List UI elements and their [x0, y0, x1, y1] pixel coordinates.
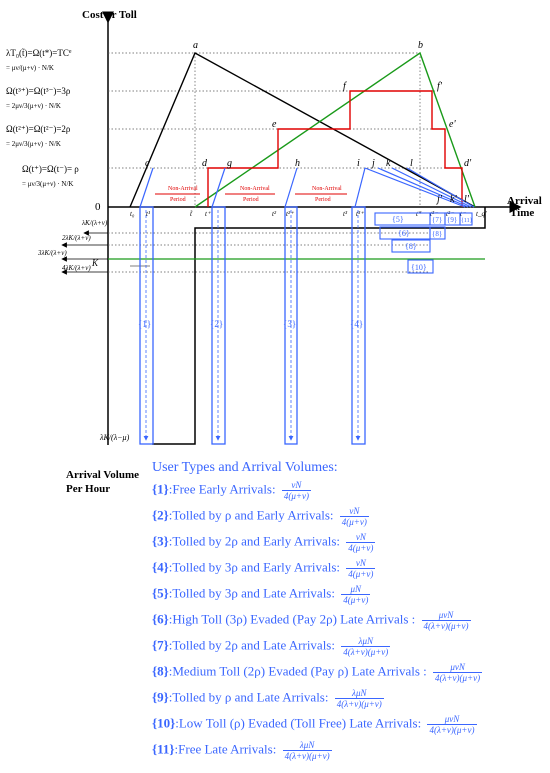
svg-text:{5}: {5}: [392, 215, 404, 224]
svg-text:{8}: {8}: [432, 230, 443, 238]
svg-text:3λK/(λ+ν): 3λK/(λ+ν): [38, 249, 67, 257]
legend-item-tag: {10}: [152, 715, 176, 731]
svg-text:{4}: {4}: [350, 319, 364, 329]
legend-item-text: :Tolled by 3ρ and Late Arrivals:: [168, 585, 339, 601]
legend-item-tag: {2}: [152, 507, 169, 523]
legend-item-fraction: $\frac{\nu N}{4(\mu+\nu)}$: [283, 480, 309, 501]
svg-text:c: c: [145, 158, 150, 169]
svg-text:t³⁻: t³⁻: [430, 210, 438, 218]
legend-item: [152, 714, 477, 735]
volume-title: Arrival Volume: [66, 469, 140, 481]
legend-item-fraction: $\frac{\nu N}{4(\mu+\nu)}$: [341, 506, 367, 527]
volume-title-2: Per Hour: [66, 483, 111, 495]
legend-item-fraction: $\frac{\text{μνN}}{4(\lambda+\nu)(\mu+\nu)}$: [423, 610, 469, 631]
svg-text:{2}: {2}: [210, 319, 224, 329]
point-labels: [145, 40, 472, 205]
legend-item-text: :Tolled by 2ρ and Late Arrivals:: [168, 637, 339, 653]
legend-title: User Types and Arrival Volumes:: [152, 460, 338, 475]
legend-item: [152, 688, 384, 709]
svg-text:e: e: [272, 119, 277, 130]
svg-text:l': l': [464, 194, 469, 205]
legend-item-text: :Low Toll (ρ) Evaded (Toll Free) Late Arrivals:: [175, 715, 425, 731]
svg-text:t_q': t_q': [476, 210, 487, 218]
svg-text:e': e': [449, 119, 456, 130]
svg-text:t³⁺: t³⁺: [356, 210, 364, 218]
svg-text:{1}: {1}: [138, 319, 152, 329]
svg-text:t²⁻: t²⁻: [446, 210, 454, 218]
svg-text:f: f: [343, 81, 346, 92]
legend-item: [152, 532, 375, 553]
legend-item-text: :Tolled by 2ρ and Early Arrivals:: [168, 533, 344, 549]
svg-text:{7}: {7}: [432, 216, 443, 224]
legend-item-tag: {8}: [152, 663, 169, 679]
legend-item-fraction: $\frac{\mu N}{4(\mu+\nu)}$: [343, 584, 369, 605]
svg-text:Ω(t³⁺)=Ω(t³⁻)=3ρ: Ω(t³⁺)=Ω(t³⁻)=3ρ: [6, 86, 71, 96]
legend-item-fraction: $\frac{\text{λμN}}{4(\lambda+\nu)(\mu+\nu)}$: [336, 688, 382, 709]
svg-text:d: d: [202, 158, 207, 169]
svg-text:Ω(t²⁺)=Ω(t²⁻)=2ρ: Ω(t²⁺)=Ω(t²⁻)=2ρ: [6, 124, 71, 134]
svg-text:t*: t*: [416, 210, 422, 218]
svg-text:Ω(t⁺)=Ω(t⁻)= ρ: Ω(t⁺)=Ω(t⁻)= ρ: [22, 164, 79, 174]
svg-text:{6}: {6}: [398, 229, 410, 238]
early-box-dashes: [146, 210, 358, 440]
svg-text:Period: Period: [170, 197, 186, 203]
black-volume-lines: [152, 207, 485, 444]
svg-text:t³: t³: [343, 210, 348, 218]
svg-text:t²: t²: [272, 210, 277, 218]
legend-item: [152, 480, 311, 501]
svg-text:{10}: {10}: [411, 263, 427, 272]
svg-text:K: K: [92, 258, 99, 268]
svg-text:λK/(λ+ν): λK/(λ+ν): [82, 219, 108, 227]
svg-text:Non-Arrival: Non-Arrival: [240, 186, 270, 192]
legend-item-fraction: $\frac{\text{μνN}}{4(\lambda+\nu)(\mu+\nu)}$: [435, 662, 481, 683]
svg-text:j': j': [437, 194, 442, 205]
early-arrival-boxes: [140, 207, 365, 444]
legend-item-tag: {3}: [152, 533, 169, 549]
legend-item-tag: {9}: [152, 689, 169, 705]
legend-item-fraction: $\frac{\nu N}{4(\mu+\nu)}$: [348, 532, 374, 553]
svg-text:b: b: [418, 40, 423, 51]
legend-item-fraction: $\frac{\nu N}{4(\mu+\nu)}$: [348, 558, 374, 579]
legend-item-fraction: $\frac{\text{λμN}}{4(\lambda+\nu)(\mu+\nu)}$: [284, 740, 330, 761]
svg-text:t₀: t₀: [130, 210, 135, 218]
svg-text:Non-Arrival: Non-Arrival: [168, 186, 198, 192]
legend-item-text: :Medium Toll (2ρ) Evaded (Pay ρ) Late Arrivals :: [168, 663, 431, 679]
svg-text:k: k: [386, 158, 391, 169]
left-toll-labels: [6, 48, 79, 188]
svg-text:4λK/(λ+ν): 4λK/(λ+ν): [62, 264, 91, 272]
svg-text:l: l: [410, 158, 413, 169]
svg-text:{3}: {3}: [283, 319, 297, 329]
x-axis-title-2: Time: [510, 207, 535, 219]
svg-text:i: i: [357, 158, 360, 169]
rate-labels: [37, 219, 130, 442]
svg-text:f': f': [437, 81, 442, 92]
svg-text:= 2μν/3(μ+ν) · N/K: = 2μν/3(μ+ν) · N/K: [6, 102, 61, 110]
legend-item-tag: {4}: [152, 559, 169, 575]
legend-item-tag: {11}: [152, 741, 175, 757]
svg-text:{9}: {9}: [447, 216, 458, 224]
svg-text:{8}: {8}: [405, 242, 417, 251]
legend-item-tag: {5}: [152, 585, 169, 601]
legend-item: [152, 558, 375, 579]
legend-item-text: :Free Late Arrivals:: [174, 741, 280, 757]
svg-text:t²⁺: t²⁺: [286, 210, 294, 218]
svg-text:h: h: [295, 158, 300, 169]
svg-text:Period: Period: [315, 197, 331, 203]
legend-item-fraction: $\frac{\text{μνN}}{4(\lambda+\nu)(\mu+\nu)}$: [429, 714, 475, 735]
svg-text:t⁺: t⁺: [205, 210, 211, 218]
legend-item: [152, 740, 332, 761]
legend-item-text: :High Toll (3ρ) Evaded (Pay 2ρ) Late Arrivals :: [168, 611, 419, 627]
non-arrival-labels: [168, 186, 342, 203]
svg-text:= μν/(μ+ν) · N/K: = μν/(μ+ν) · N/K: [6, 64, 54, 72]
svg-text:t¹: t¹: [146, 210, 151, 218]
x-axis-title: Arrival: [507, 195, 542, 207]
legend-item: [152, 636, 390, 657]
legend-item: [152, 506, 369, 527]
svg-text:{11}: {11}: [461, 218, 473, 224]
svg-text:k': k': [450, 194, 457, 205]
late-box-labels: [392, 215, 473, 272]
legend-item-tag: {1}: [152, 481, 169, 497]
legend-item-text: :Free Early Arrivals:: [168, 481, 279, 497]
svg-text:Period: Period: [243, 197, 259, 203]
svg-text:λT₀(t̃)=Ω(t*)=TCe: $\lambda T_0(t̃)=\Omega(t*)=TC^e$: [6, 48, 72, 58]
svg-text:2λK/(λ+ν): 2λK/(λ+ν): [62, 234, 91, 242]
svg-text:j: j: [372, 158, 375, 169]
legend-item: [152, 662, 482, 683]
legend-item-tag: {6}: [152, 611, 169, 627]
svg-text:= μν/3(μ+ν) · N/K: = μν/3(μ+ν) · N/K: [22, 180, 74, 188]
svg-text:λK/(λ−μ): λK/(λ−μ): [100, 433, 130, 442]
svg-text:g: g: [227, 158, 232, 169]
legend-item-text: :Tolled by ρ and Early Arrivals:: [168, 507, 337, 523]
y-axis-title: Cost or Toll: [82, 9, 137, 21]
legend-item: [152, 610, 471, 631]
origin-label: 0: [95, 201, 101, 213]
legend-item-text: :Tolled by 3ρ and Early Arrivals:: [168, 559, 344, 575]
early-box-labels: [138, 319, 363, 329]
legend-item-fraction: $\frac{\text{λμN}}{4(\lambda+\nu)(\mu+\nu)}$: [343, 636, 389, 657]
legend-item-tag: {7}: [152, 637, 169, 653]
svg-text:= 2μν/3(μ+ν) · N/K: = 2μν/3(μ+ν) · N/K: [6, 140, 61, 148]
svg-text:t̃: t̃: [190, 210, 192, 218]
svg-text:a: a: [193, 40, 198, 51]
svg-text:t⁻: t⁻: [460, 210, 466, 218]
legend-item-text: :Tolled by ρ and Late Arrivals:: [168, 689, 332, 705]
legend-item: [152, 584, 370, 605]
svg-text:d': d': [464, 158, 472, 169]
svg-text:Non-Arrival: Non-Arrival: [312, 186, 342, 192]
